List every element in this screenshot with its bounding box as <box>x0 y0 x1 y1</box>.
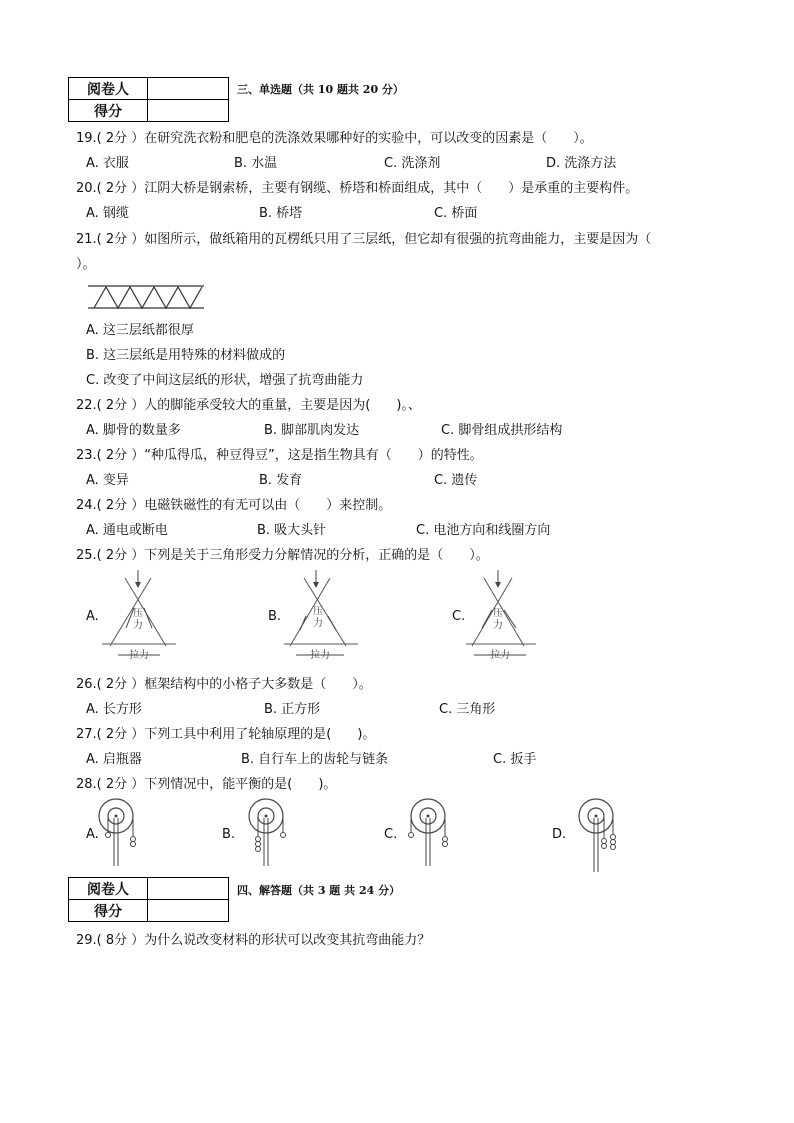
q28-stem: 28.( 2分 ）下列情况中，能平衡的是( )。 <box>76 777 337 792</box>
score-label: 得分 <box>69 100 148 122</box>
q25-a-pressure-bottom: 力 <box>133 620 143 631</box>
q21-option-b[interactable]: B. 这三层纸是用特殊的材料做成的 <box>86 348 286 363</box>
score-box-1 <box>68 77 229 122</box>
section-4-title: 四、解答题（共 3 题 共 24 分） <box>237 884 401 897</box>
q25-figure-c <box>462 570 542 662</box>
q24-stem: 24.( 2分 ）电磁铁磁性的有无可以由（ ）来控制。 <box>76 498 392 513</box>
q25-stem: 25.( 2分 ）下列是关于三角形受力分解情况的分析，正确的是（ ）。 <box>76 548 489 563</box>
q19-stem: 19.( 2分 ）在研究洗衣粉和肥皂的洗涤效果哪种好的实验中，可以改变的因素是（ ）。 <box>76 131 593 146</box>
q25-c-tension: 拉力 <box>490 650 510 661</box>
q22-stem: 22.( 2分 ）人的脚能承受较大的重量，主要是因为( )。、 <box>76 398 421 413</box>
q24-option-a[interactable]: A. 通电或断电 <box>86 523 168 538</box>
q19-option-b[interactable]: B. 水温 <box>234 156 278 171</box>
q22-option-a[interactable]: A. 脚骨的数量多 <box>86 423 181 438</box>
q28-option-c[interactable]: C. <box>384 827 398 842</box>
q25-option-c[interactable]: C. <box>452 609 466 624</box>
q26-option-a[interactable]: A. 长方形 <box>86 702 142 717</box>
q21-option-c[interactable]: C. 改变了中间这层纸的形状，增强了抗弯曲能力 <box>86 373 364 388</box>
q27-option-b[interactable]: B. 自行车上的齿轮与链条 <box>241 752 389 767</box>
reviewer-cell[interactable] <box>148 878 229 900</box>
q27-option-a[interactable]: A. 启瓶器 <box>86 752 142 767</box>
q28-option-a[interactable]: A. <box>86 827 99 842</box>
q23-option-b[interactable]: B. 发育 <box>259 473 303 488</box>
q23-option-c[interactable]: C. 遗传 <box>434 473 478 488</box>
q25-b-pressure-top: 压 <box>313 606 323 617</box>
reviewer-cell[interactable] <box>148 78 229 100</box>
q28-wheel-axle-d <box>576 798 622 874</box>
q28-wheel-axle-a <box>98 798 142 868</box>
q25-figure-b <box>282 570 362 662</box>
q28-option-b[interactable]: B. <box>222 827 236 842</box>
q27-option-c[interactable]: C. 扳手 <box>493 752 537 767</box>
score-box-2 <box>68 877 229 922</box>
q26-option-c[interactable]: C. 三角形 <box>439 702 496 717</box>
q26-option-b[interactable]: B. 正方形 <box>264 702 321 717</box>
q27-stem: 27.( 2分 ）下列工具中利用了轮轴原理的是( )。 <box>76 727 376 742</box>
q21-stem-cont: ）。 <box>76 257 96 272</box>
score-cell[interactable] <box>148 900 229 922</box>
reviewer-label: 阅卷人 <box>69 78 148 100</box>
q25-c-pressure-top: 压 <box>493 608 503 619</box>
q25-option-b[interactable]: B. <box>268 609 282 624</box>
q28-wheel-axle-c <box>408 798 454 868</box>
reviewer-label: 阅卷人 <box>69 878 148 900</box>
q28-option-d[interactable]: D. <box>552 827 567 842</box>
q24-option-c[interactable]: C. 电池方向和线圈方向 <box>416 523 551 538</box>
q23-stem: 23.( 2分 ）“种瓜得瓜，种豆得豆”，这是指生物具有（ ）的特性。 <box>76 448 483 463</box>
q20-option-a[interactable]: A. 钢缆 <box>86 206 129 221</box>
q21-stem: 21.( 2分 ）如图所示，做纸箱用的瓦楞纸只用了三层纸，但它却有很强的抗弯曲能力，主要是因为（ <box>76 232 652 247</box>
q25-a-tension: 拉力 <box>129 650 149 661</box>
score-label: 得分 <box>69 900 148 922</box>
q19-option-d[interactable]: D. 洗涤方法 <box>546 156 617 171</box>
q29-stem: 29.( 8分 ）为什么说改变材料的形状可以改变其抗弯曲能力？ <box>76 933 431 948</box>
q25-figure-a <box>100 570 180 662</box>
q25-option-a[interactable]: A. <box>86 609 99 624</box>
q25-a-pressure-top: 压 <box>133 608 143 619</box>
q25-c-pressure-bottom: 力 <box>493 620 503 631</box>
q20-option-c[interactable]: C. 桥面 <box>434 206 478 221</box>
q20-stem: 20.( 2分 ）江阴大桥是钢索桥，主要有钢缆、桥塔和桥面组成，其中（ ）是承重的主要构件。 <box>76 181 639 196</box>
q22-option-c[interactable]: C. 脚骨组成拱形结构 <box>441 423 563 438</box>
q19-option-a[interactable]: A. 衣服 <box>86 156 129 171</box>
q24-option-b[interactable]: B. 吸大头针 <box>257 523 327 538</box>
q23-option-a[interactable]: A. 变异 <box>86 473 129 488</box>
q19-option-c[interactable]: C. 洗涤剂 <box>384 156 441 171</box>
score-cell[interactable] <box>148 100 229 122</box>
q26-stem: 26.( 2分 ）框架结构中的小格子大多数是（ ）。 <box>76 677 372 692</box>
q25-b-pressure-bottom: 力 <box>313 618 323 629</box>
q22-option-b[interactable]: B. 脚部肌肉发达 <box>264 423 360 438</box>
corrugated-paper-figure <box>88 284 206 312</box>
section-3-title: 三、单选题（共 10 题共 20 分） <box>237 83 404 96</box>
q20-option-b[interactable]: B. 桥塔 <box>259 206 303 221</box>
q25-b-tension: 拉力 <box>310 650 330 661</box>
q21-option-a[interactable]: A. 这三层纸都很厚 <box>86 323 194 338</box>
q28-wheel-axle-b <box>246 798 292 868</box>
